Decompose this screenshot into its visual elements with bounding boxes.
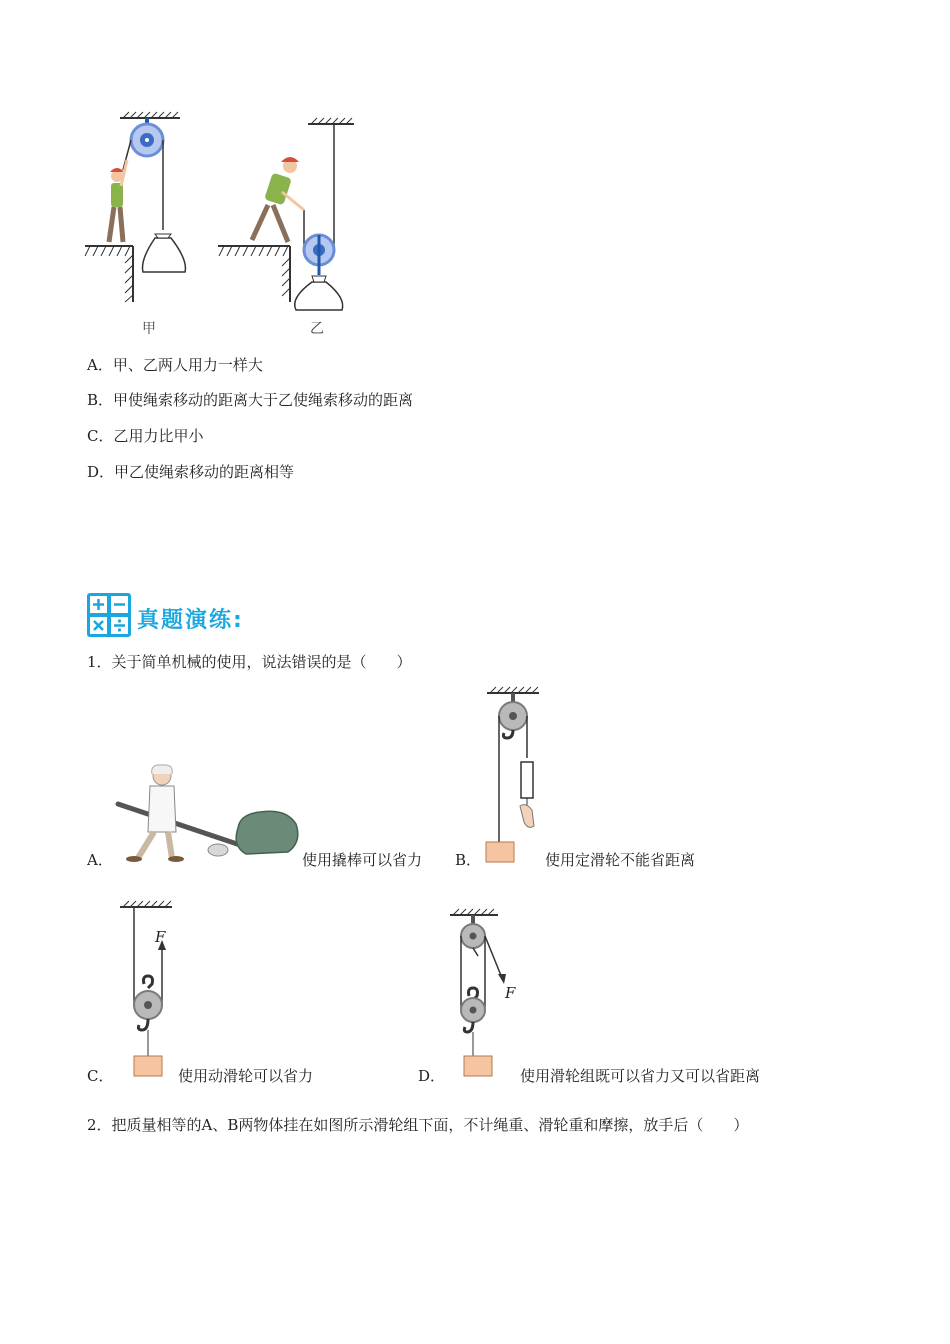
q1-option-b-label[interactable]: B． (455, 851, 482, 869)
option-text: 乙用力比甲小 (113, 427, 204, 445)
figure-label-yi: 乙 (310, 321, 324, 337)
q1-force-label-c: F (155, 928, 166, 946)
q1-option-c-label[interactable]: C． (87, 1067, 114, 1085)
option-label: B． (87, 391, 114, 409)
option-label: D． (87, 463, 115, 481)
option-text: 甲、乙两人用力一样大 (112, 356, 263, 374)
q1-option-a-label[interactable]: A． (87, 851, 113, 869)
option-text: 甲使绳索移动的距离大于乙使绳索移动的距离 (113, 391, 414, 409)
figure-label-jia: 甲 (142, 321, 156, 337)
calculator-icon (87, 593, 131, 637)
movable-pulley-figure (116, 900, 186, 1080)
prev-option-d[interactable] (87, 462, 294, 482)
prev-option-c[interactable] (87, 426, 204, 446)
q1-option-c-text: 使用动滑轮可以省力 (178, 1067, 314, 1085)
q1-option-d-text: 使用滑轮组既可以省力又可以省距离 (520, 1067, 761, 1085)
prev-option-b[interactable] (87, 390, 413, 410)
q2-stem: 2．把质量相等的A、B两物体挂在如图所示滑轮组下面，不计绳重、滑轮重和摩擦，放手后（ ） (87, 1116, 749, 1134)
prev-option-a[interactable] (87, 355, 263, 375)
option-label: C． (87, 427, 114, 445)
option-label: A． (87, 356, 113, 374)
q1-option-a-text: 使用撬棒可以省力 (302, 851, 423, 869)
pulley-block-figure (448, 900, 528, 1080)
option-text: 甲乙使绳索移动的距离相等 (114, 463, 295, 481)
q1-stem: 1．关于简单机械的使用，说法错误的是（ ） (87, 653, 412, 671)
figure-jia (85, 110, 205, 330)
q1-option-b-text: 使用定滑轮不能省距离 (545, 851, 696, 869)
q1-option-d-label[interactable]: D． (418, 1067, 446, 1085)
q1-force-label-d: F (505, 984, 516, 1002)
section-title: 真题演练: (137, 608, 244, 633)
fixed-pulley-figure (482, 686, 552, 866)
figure-yi (218, 110, 358, 330)
lever-figure (110, 762, 300, 862)
